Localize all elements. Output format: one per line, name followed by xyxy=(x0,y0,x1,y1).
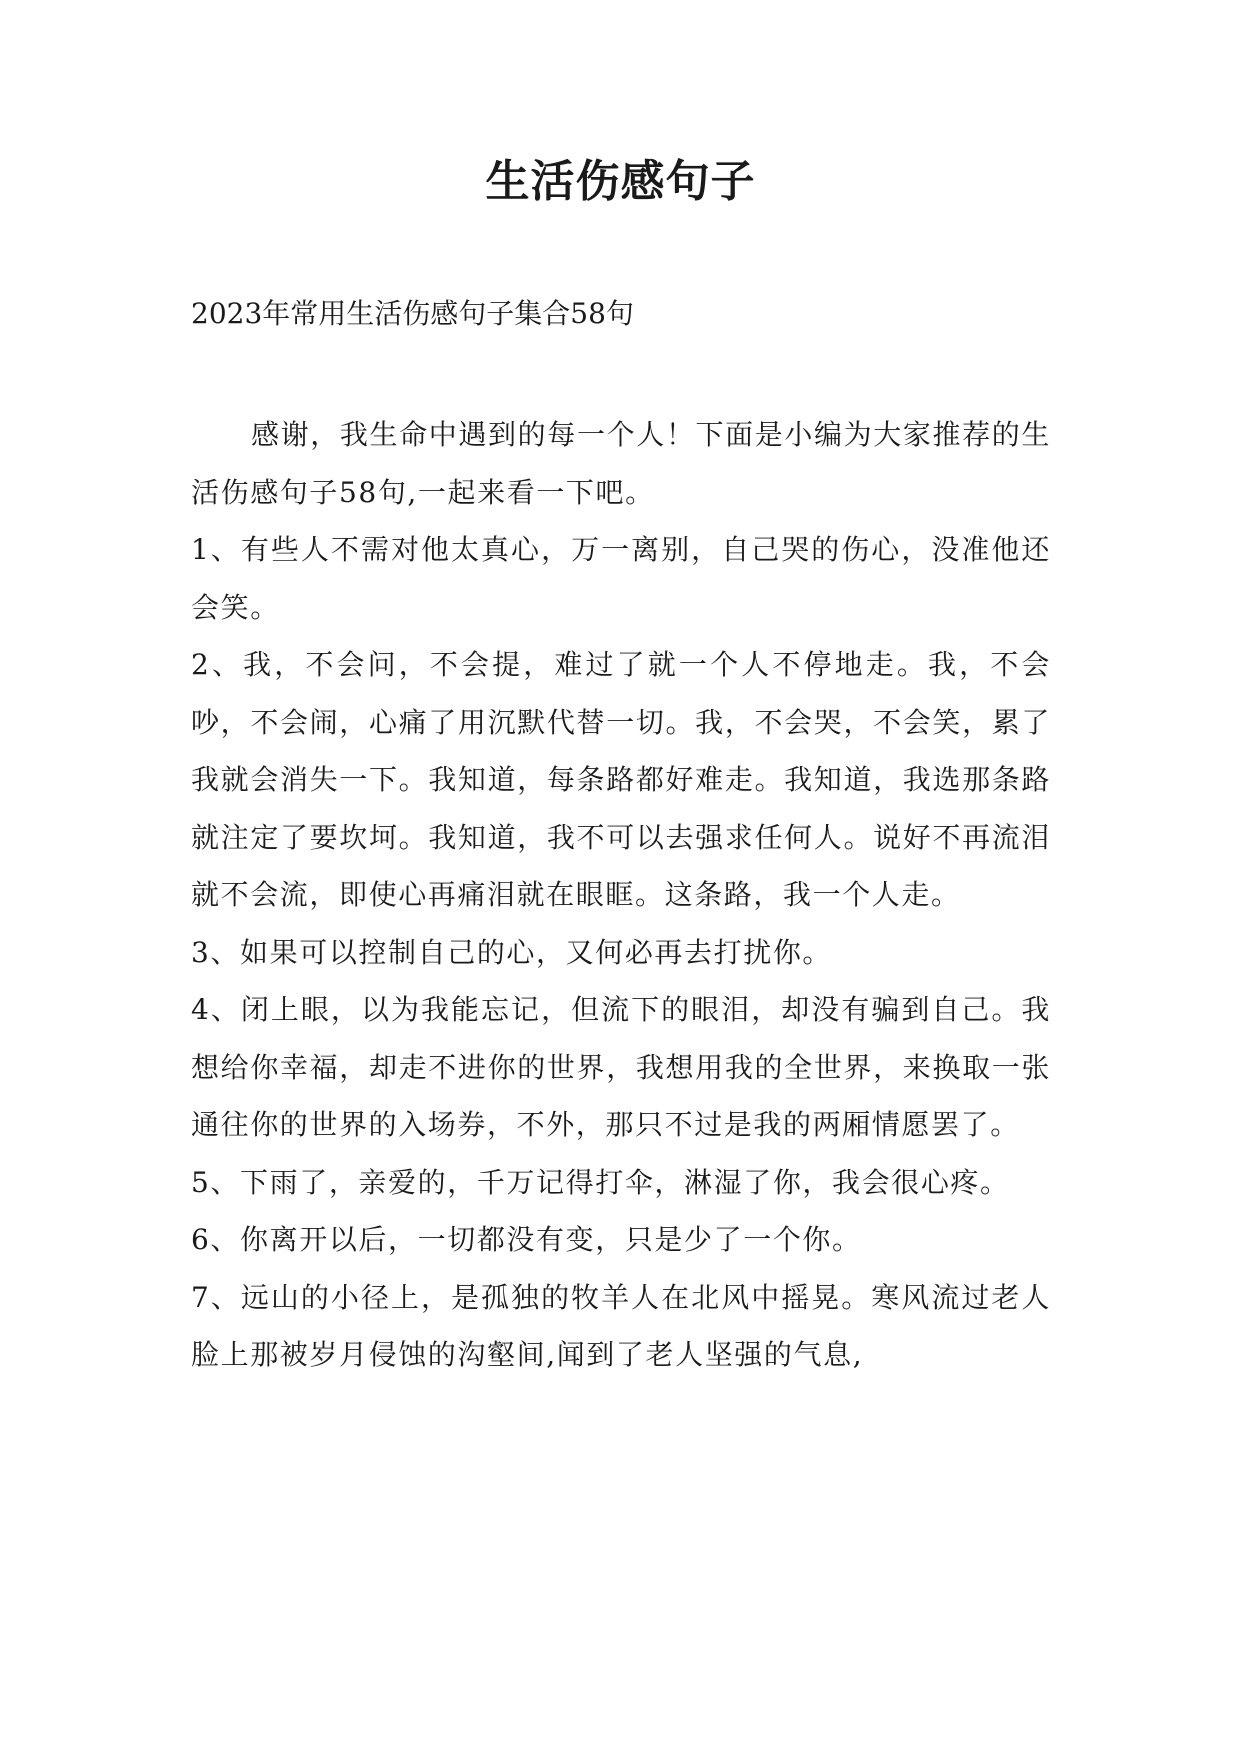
list-item: 1、有些人不需对他太真心，万一离别，自己哭的伤心，没准他还会笑。 xyxy=(191,533,1051,624)
intro-paragraph: 感谢，我生命中遇到的每一个人！下面是小编为大家推荐的生活伤感句子58句,一起来看一下吧。 xyxy=(191,418,1051,509)
list-item: 2、我，不会问，不会提，难过了就一个人不停地走。我，不会吵，不会闹，心痛了用沉默代替一切。我，不会哭，不会笑，累了我就会消失一下。我知道，每条路都好难走。我知道，我选那条路就注定了要坎坷。我知道，我不可以去强求任何人。说好不再流泪就不会流，即使心再痛泪就在眼眶。这条路，我一个人走。 xyxy=(191,648,1051,911)
list-item: 7、远山的小径上，是孤独的牧羊人在北风中摇晃。寒风流过老人脸上那被岁月侵蚀的沟壑间,闻到了老人坚强的气息, xyxy=(191,1280,1051,1371)
document-title: 生活伤感句子 xyxy=(485,156,756,207)
document-body xyxy=(191,406,1051,1384)
list-item: 5、下雨了，亲爱的，千万记得打伞，淋湿了你，我会很心疼。 xyxy=(191,1165,1010,1199)
list-item: 3、如果可以控制自己的心，又何必再去打扰你。 xyxy=(191,935,833,969)
list-item: 4、闭上眼，以为我能忘记，但流下的眼泪，却没有骗到自己。我想给你幸福，却走不进你的世界，我想用我的全世界，来换取一张通往你的世界的入场券，不外，那只不过是我的两厢情愿罢了。 xyxy=(191,993,1051,1141)
document-subtitle: 2023年常用生活伤感句子集合58句 xyxy=(191,297,634,330)
list-item: 6、你离开以后，一切都没有变，只是少了一个你。 xyxy=(191,1223,862,1256)
